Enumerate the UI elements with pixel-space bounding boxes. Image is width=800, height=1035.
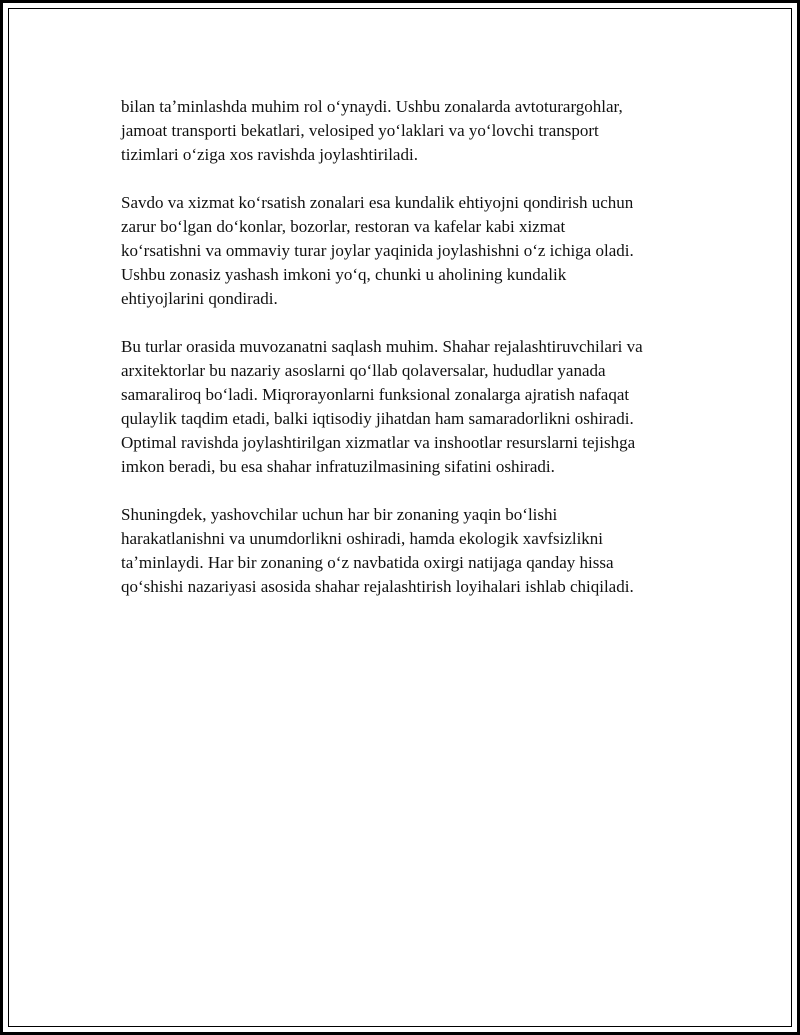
text-line: Ushbu zonasiz yashash imkoni yoʻq, chunki u aholining kundalik xyxy=(121,265,567,284)
text-line: Shuningdek, yashovchilar uchun har bir zonaning yaqin boʻlishi xyxy=(121,505,558,524)
text-line: tizimlari oʻziga xos ravishda joylashtiriladi. xyxy=(121,145,418,164)
text-line: arxitektorlar bu nazariy asoslarni qoʻllab qolaversalar, hududlar yanada xyxy=(121,361,606,380)
text-line: qulaylik taqdim etadi, balki iqtisodiy jihatdan ham samaradorlikni oshiradi. xyxy=(121,409,634,428)
text-line: samaraliroq boʻladi. Miqrorayonlarni funksional zonalarga ajratish nafaqat xyxy=(121,385,630,404)
document-body xyxy=(121,95,701,623)
text-line: Bu turlar orasida muvozanatni saqlash muhim. Shahar rejalashtiruvchilari va xyxy=(121,337,643,356)
text-line: jamoat transporti bekatlari, velosiped yoʻlaklari va yoʻlovchi transport xyxy=(121,121,599,140)
paragraph-1 xyxy=(121,95,701,167)
text-line: taʼminlaydi. Har bir zonaning oʻz navbatida oxirgi natijaga qanday hissa xyxy=(121,553,614,572)
text-line: zarur boʻlgan doʻkonlar, bozorlar, restoran va kafelar kabi xizmat xyxy=(121,217,566,236)
text-line: bilan taʼminlashda muhim rol oʻynaydi. Ushbu zonalarda avtoturargohlar, xyxy=(121,97,623,116)
text-line: Optimal ravishda joylashtirilgan xizmatlar va inshootlar resurslarni tejishga xyxy=(121,433,636,452)
text-line: Savdo va xizmat koʻrsatish zonalari esa kundalik ehtiyojni qondirish uchun xyxy=(121,193,634,212)
paragraph-2 xyxy=(121,191,701,311)
text-line: ehtiyojlarini qondiradi. xyxy=(121,289,278,308)
text-line: qoʻshishi nazariyasi asosida shahar rejalashtirish loyihalari ishlab chiqiladi. xyxy=(121,577,634,596)
paragraph-3 xyxy=(121,335,701,479)
text-line: imkon beradi, bu esa shahar infratuzilmasining sifatini oshiradi. xyxy=(121,457,555,476)
text-line: koʻrsatishni va ommaviy turar joylar yaqinida joylashishni oʻz ichiga oladi. xyxy=(121,241,634,260)
text-line: harakatlanishni va unumdorlikni oshiradi, hamda ekologik xavfsizlikni xyxy=(121,529,604,548)
paragraph-4 xyxy=(121,503,701,599)
